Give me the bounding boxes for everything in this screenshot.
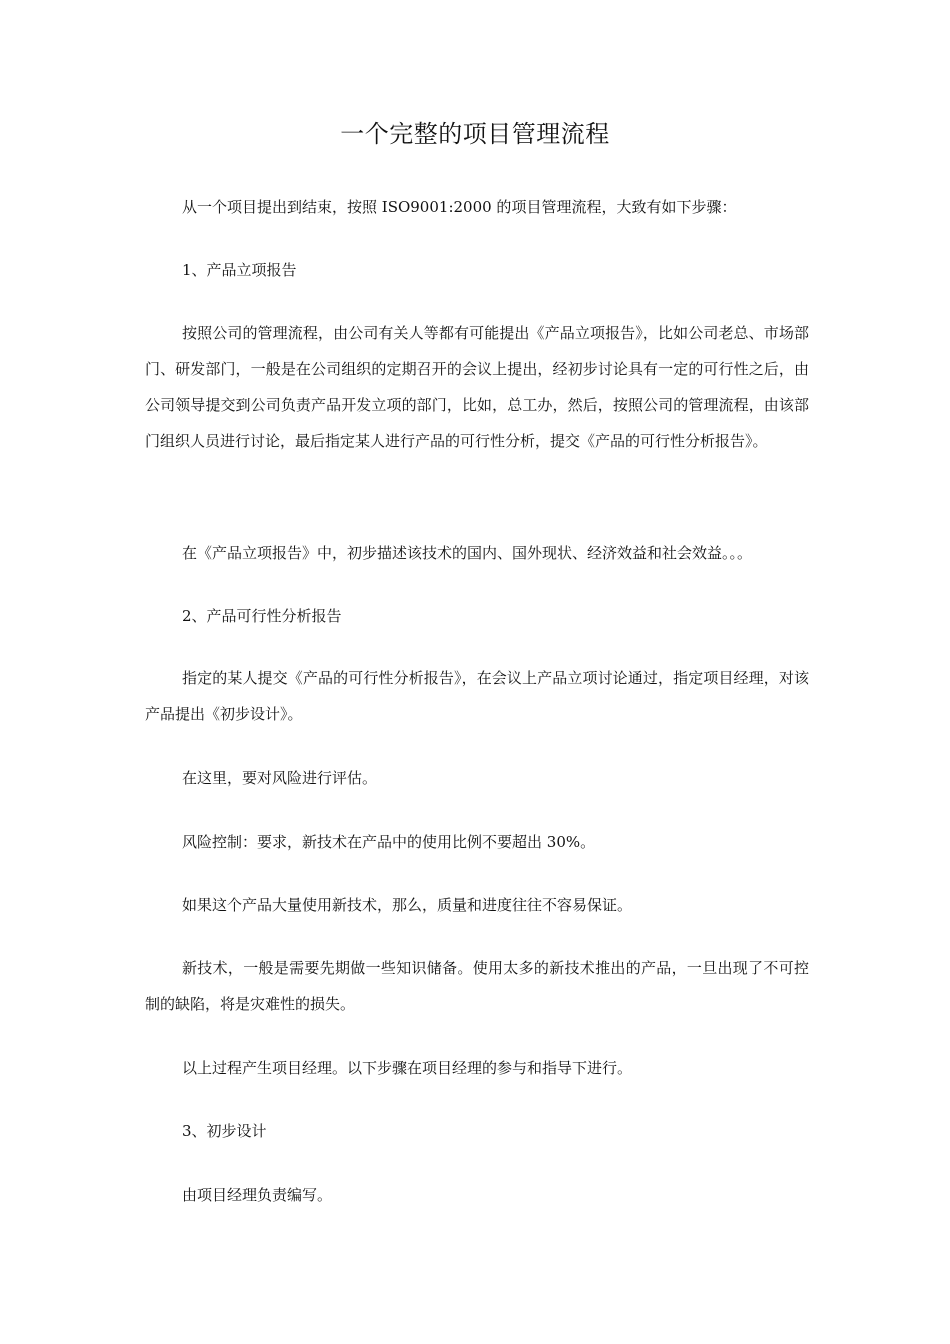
intro-paragraph: 从一个项目提出到结束，按照 ISO9001:2000 的项目管理流程，大致有如下步骤： [182,198,737,216]
section-heading-3: 3、初步设计 [182,1122,267,1140]
body-paragraph: 在《产品立项报告》中，初步描述该技术的国内、国外现状、经济效益和社会效益。。。 [182,544,753,562]
body-paragraph: 按照公司的管理流程，由公司有关人等都有可能提出《产品立项报告》，比如公司老总、市场部门、研发部门，一般是在公司组织的定期召开的会议上提出，经初步讨论具有一定的可行性之后，由公司领导提交到公司负责产品开发立项的部门，比如，总工办，然后，按照公司的管理流程，由该部门组织人员进行讨论，最后指定某人进行产品的可行性分析，提交《产品的可行性分析报告》。 [145,324,809,450]
section-heading-1: 1、产品立项报告 [182,261,297,279]
section-heading-2: 2、产品可行性分析报告 [182,607,342,625]
body-paragraph: 风险控制：要求，新技术在产品中的使用比例不要超出 30%。 [182,833,596,851]
body-paragraph: 以上过程产生项目经理。以下步骤在项目经理的参与和指导下进行。 [182,1059,633,1077]
body-paragraph: 指定的某人提交《产品的可行性分析报告》，在会议上产品立项讨论通过，指定项目经理，对该产品提出《初步设计》。 [145,669,809,723]
body-paragraph: 由项目经理负责编写。 [182,1186,333,1204]
document-title: 一个完整的项目管理流程 [340,120,610,148]
body-paragraph: 在这里，要对风险进行评估。 [182,769,378,787]
body-paragraph: 新技术，一般是需要先期做一些知识储备。使用太多的新技术推出的产品，一旦出现了不可控制的缺陷，将是灾难性的损失。 [145,959,809,1013]
body-paragraph: 如果这个产品大量使用新技术，那么，质量和进度往往不容易保证。 [182,896,633,914]
